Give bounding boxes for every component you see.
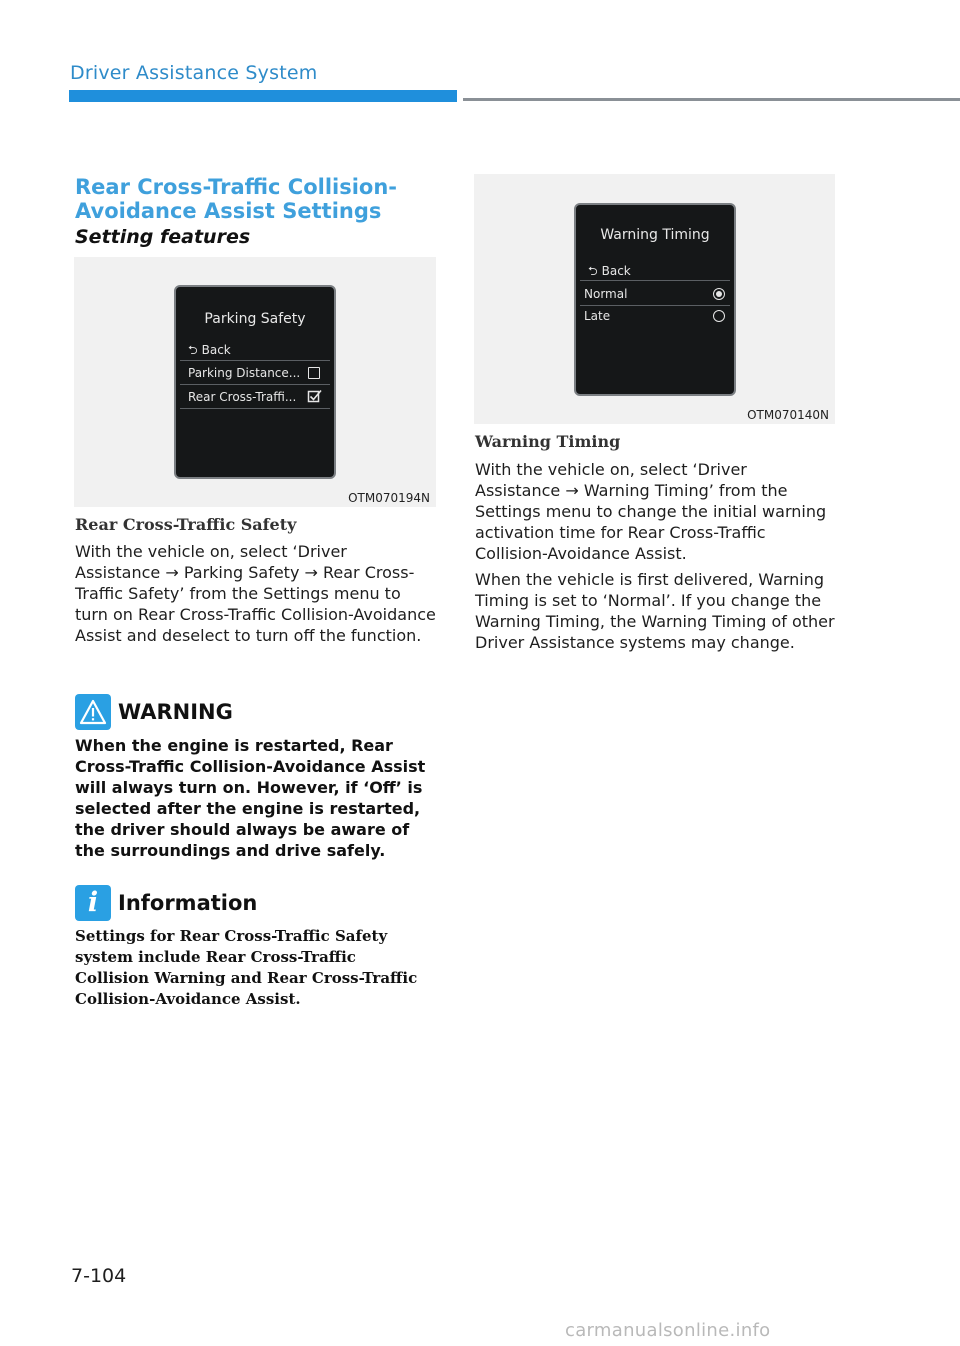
menu-row-normal: [584, 287, 627, 301]
screen-divider: [180, 408, 330, 409]
section-subtitle: Setting features: [75, 226, 251, 248]
back-label: Back: [601, 264, 631, 278]
menu-row-label: Parking Distance...: [188, 366, 301, 380]
screen-title: Parking Safety: [204, 311, 306, 327]
information-icon: i: [75, 885, 111, 921]
checkbox-unchecked-icon: [308, 367, 320, 379]
menu-row-parking-distance: [188, 366, 300, 380]
back-arrow-icon: ⮌: [588, 264, 598, 278]
screen-divider: [180, 384, 330, 385]
figure-code: OTM070140N: [747, 408, 829, 422]
warning-timing-para1: With the vehicle on, select ‘Driver Assistance → Warning Timing’ from the Settings menu to change the initial warning activation time for Rear Cross-Traffic Collision-Avoidance Assist.: [475, 460, 827, 563]
warning-text: When the engine is restarted, Rear Cross-Traffic Collision-Avoidance Assist will always turn on. However, if ‘Off’ is selected after the engine is restarted, the driver should always be aware of the surroundings and drive safely.: [75, 736, 426, 860]
cluster-screen-warning-timing: [574, 203, 736, 396]
menu-row-late: [584, 309, 610, 323]
rcts-heading: Rear Cross-Traffic Safety: [75, 515, 297, 534]
rcts-body: With the vehicle on, select ‘Driver Assistance → Parking Safety → Rear Cross-Traffic Safety’ from the Settings menu to turn on Rear Cross-Traffic Collision-Avoidance Assist and deselect to turn off the function.: [75, 542, 436, 645]
checkbox-checked-icon: [307, 388, 323, 404]
warning-timing-heading: Warning Timing: [475, 432, 621, 451]
figure-code: OTM070194N: [348, 491, 430, 505]
header-title: Driver Assistance System: [70, 62, 318, 84]
watermark: carmanualsonline.info: [565, 1320, 771, 1341]
figure-parking-safety: [74, 257, 436, 507]
warning-label: WARNING: [118, 700, 233, 724]
radio-selected-icon: [713, 288, 725, 300]
information-text: Settings for Rear Cross-Traffic Safety system include Rear Cross-Traffic Collision Warning and Rear Cross-Traffic Collision-Avoidance Assist.: [75, 927, 418, 1008]
menu-row-label: Rear Cross-Traffi...: [188, 390, 297, 404]
screen-title: Warning Timing: [600, 227, 710, 243]
information-label: Information: [118, 891, 258, 915]
page-number: 7-104: [71, 1265, 127, 1287]
back-arrow-icon: ⮌: [188, 343, 198, 357]
back-label: Back: [201, 343, 231, 357]
header-bar-accent: [69, 90, 457, 102]
cluster-screen-parking-safety: [174, 285, 336, 479]
warning-timing-para2: When the vehicle is first delivered, Warning Timing is set to ‘Normal’. If you change the Warning Timing, the Warning Timing of other Driver Assistance systems may change.: [475, 570, 835, 652]
warning-icon: [75, 694, 111, 730]
screen-divider: [580, 280, 730, 281]
warning-triangle-icon: [75, 694, 111, 730]
menu-row-rear-cross-traffic: [188, 390, 296, 404]
section-title: Rear Cross-Traffic Collision-Avoidance Assist Settings: [75, 175, 398, 223]
screen-divider: [580, 305, 730, 306]
figure-warning-timing: [474, 174, 835, 424]
radio-unselected-icon: [713, 310, 725, 322]
menu-row-label: Late: [584, 309, 611, 323]
screen-divider: [180, 360, 330, 361]
header-bar-rule: [463, 98, 960, 101]
menu-row-label: Normal: [584, 287, 628, 301]
screen-back-item: [188, 341, 231, 362]
